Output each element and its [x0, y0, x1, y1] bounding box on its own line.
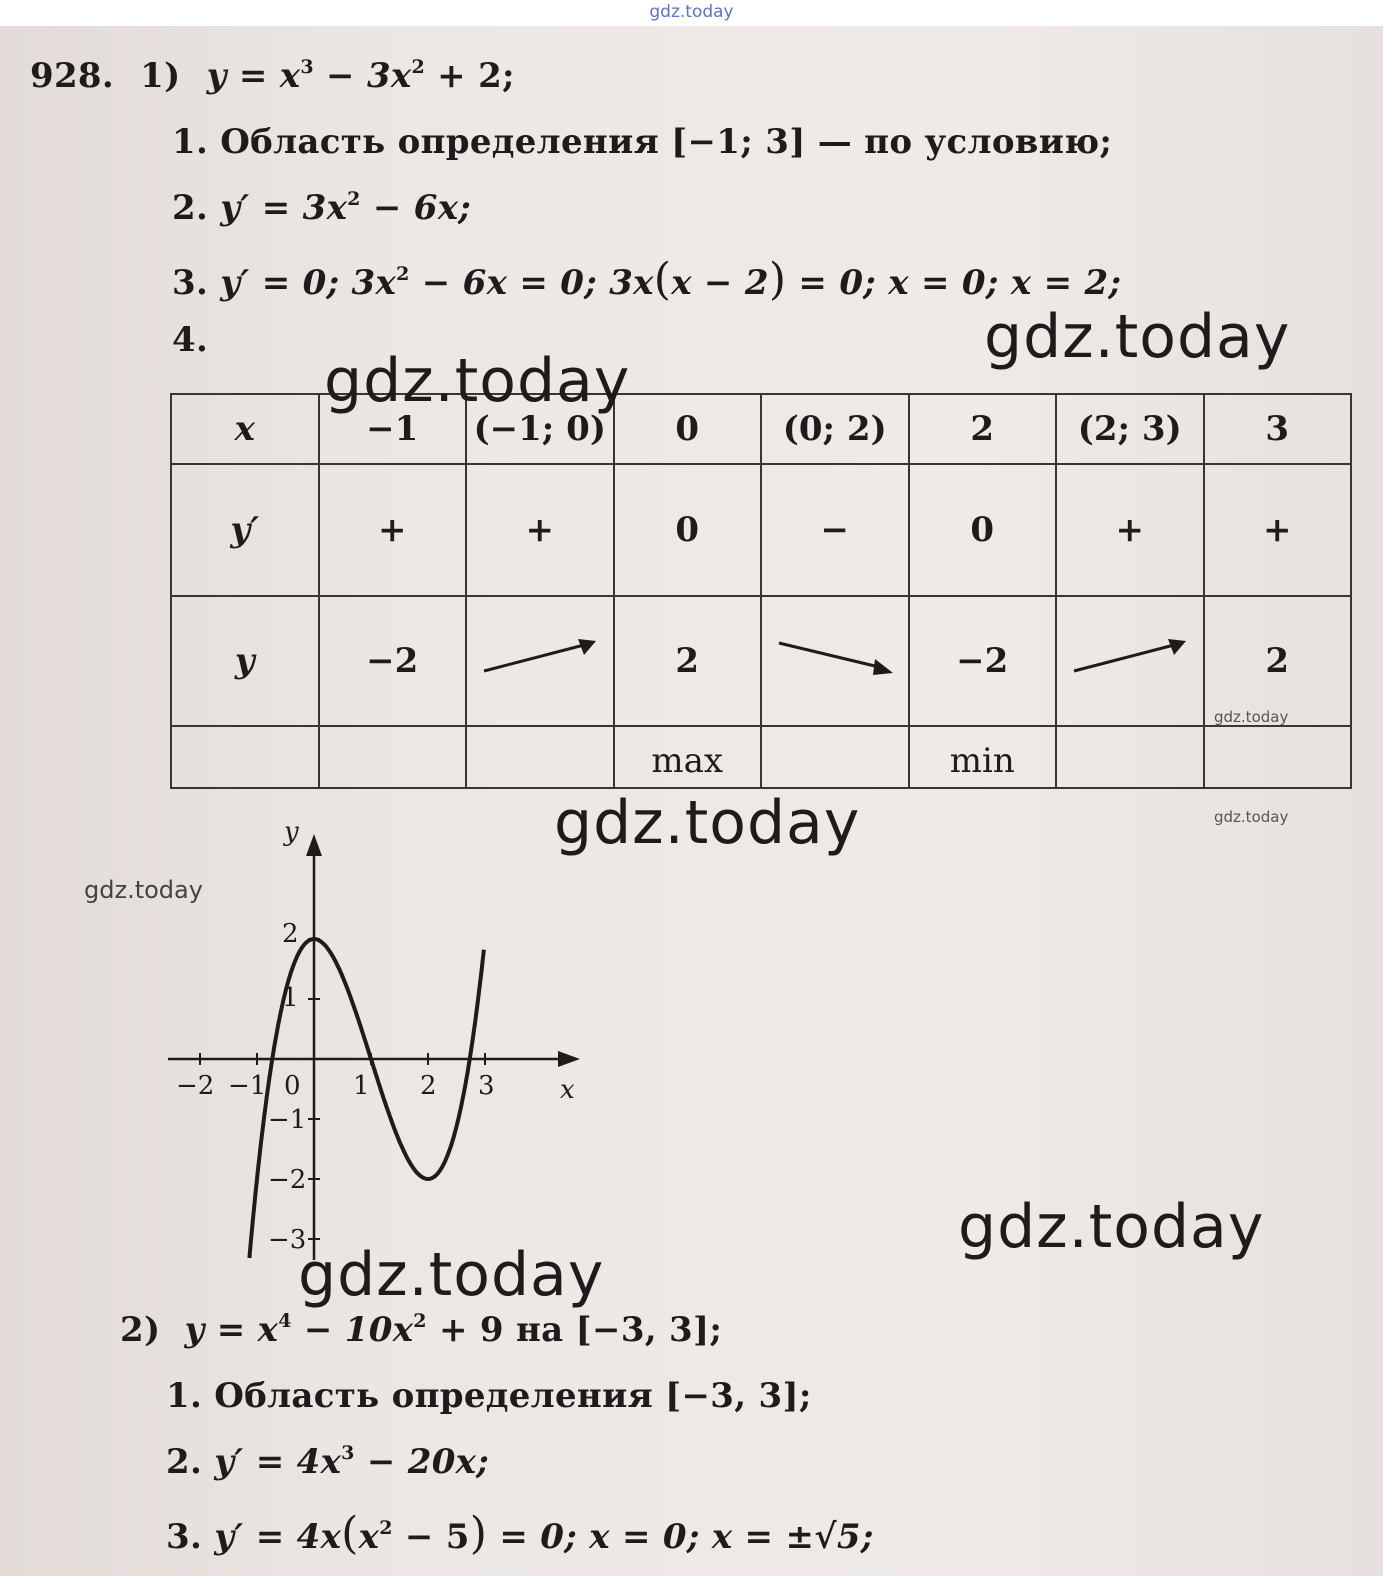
increasing-arrow-icon — [480, 637, 600, 677]
watermark: gdz.today — [84, 876, 203, 904]
x-tick-label: 1 — [353, 1071, 370, 1101]
part1-step3: 3. y′ = 0; $3x^2 - 6x = 0$; 3x(x − 2) = 0; x = 0; x = 2; — [172, 254, 1122, 305]
table-cell: −2 — [909, 596, 1057, 726]
watermark: gdz.today — [1214, 808, 1289, 826]
table-row-extrema — [171, 726, 1351, 788]
x-tick-label: −1 — [228, 1071, 267, 1101]
top-strip — [0, 0, 1383, 26]
table-cell: 2 — [1204, 596, 1352, 726]
table-cell — [1056, 596, 1204, 726]
table-cell: 3 — [1204, 394, 1352, 464]
watermark: gdz.today — [958, 1192, 1265, 1262]
table-cell — [1204, 726, 1352, 788]
row-header-y: y — [171, 596, 319, 726]
table-row-y — [171, 596, 1351, 726]
table-cell: −2 — [319, 596, 467, 726]
table-cell — [761, 596, 909, 726]
top-watermark: gdz.today — [649, 2, 734, 22]
part2-label: 2) — [120, 1310, 161, 1350]
y-tick-label: −3 — [268, 1225, 307, 1255]
part2-formula: $y = x^4 - 10x^2 + 9$ на [−3, 3]; — [184, 1310, 723, 1350]
table-cell: 0 — [614, 464, 762, 596]
watermark: gdz.today — [554, 788, 861, 858]
table-cell: (2; 3) — [1056, 394, 1204, 464]
table-cell: + — [319, 464, 467, 596]
function-graph — [160, 820, 600, 1270]
y-tick-label: 2 — [282, 919, 299, 949]
row-header-x: x — [171, 394, 319, 464]
y-tick-label: −1 — [268, 1105, 307, 1135]
table-cell — [466, 726, 614, 788]
table-cell: (0; 2) — [761, 394, 909, 464]
x-tick-label: −2 — [176, 1071, 215, 1101]
table-cell: + — [466, 464, 614, 596]
table-row-yprime — [171, 464, 1351, 596]
table-cell: (−1; 0) — [466, 394, 614, 464]
table-cell: − — [761, 464, 909, 596]
y-axis-arrow-icon — [306, 834, 322, 856]
decreasing-arrow-icon — [775, 637, 895, 677]
x-tick-label: 3 — [478, 1071, 495, 1101]
watermark: gdz.today — [324, 346, 631, 416]
watermark: gdz.today — [298, 1240, 605, 1310]
x-tick-label: 0 — [284, 1071, 301, 1101]
y-axis-label: y — [284, 820, 299, 847]
table-cell — [171, 726, 319, 788]
x-axis-label: x — [560, 1075, 575, 1105]
part2-header — [120, 1310, 722, 1350]
table-cell: + — [1204, 464, 1352, 596]
table-cell: + — [1056, 464, 1204, 596]
part2-step1: 1. Область определения [−3, 3]; — [166, 1376, 812, 1416]
part1-formula: $y = x^3 - 3x^2 + 2$; — [206, 56, 515, 96]
part2-step3: 3. $y' = 4x(x^2 - 5) = 0$; x = 0; x = ±√5; — [166, 1508, 874, 1559]
x-axis-arrow-icon — [558, 1051, 580, 1067]
table-cell-max: max — [614, 726, 762, 788]
problem-number: 928. — [30, 56, 115, 96]
problem-header — [30, 56, 515, 96]
table-cell — [319, 726, 467, 788]
table-cell: 2 — [614, 596, 762, 726]
table-cell: −1 — [319, 394, 467, 464]
table-cell-min: min — [909, 726, 1057, 788]
sign-table — [170, 393, 1352, 789]
part1-step2: 2. $y' = 3x^2 - 6x$; — [172, 188, 472, 228]
part1-step4: 4. — [172, 320, 209, 360]
part2-step2: 2. $y' = 4x^3 - 20x$; — [166, 1442, 490, 1482]
table-cell — [1056, 726, 1204, 788]
part1-step1: 1. Область определения [−1; 3] — по условию; — [172, 122, 1113, 162]
y-tick-label: −2 — [268, 1165, 307, 1195]
y-tick-label: 1 — [282, 983, 299, 1013]
row-header-yprime: y′ — [171, 464, 319, 596]
watermark: gdz.today — [1214, 708, 1289, 726]
table-cell: 2 — [909, 394, 1057, 464]
watermark: gdz.today — [984, 302, 1291, 372]
part1-label: 1) — [140, 56, 181, 96]
x-tick-label: 2 — [420, 1071, 437, 1101]
table-cell — [761, 726, 909, 788]
table-cell: 0 — [614, 394, 762, 464]
table-cell — [466, 596, 614, 726]
increasing-arrow-icon — [1070, 637, 1190, 677]
table-cell: 0 — [909, 464, 1057, 596]
